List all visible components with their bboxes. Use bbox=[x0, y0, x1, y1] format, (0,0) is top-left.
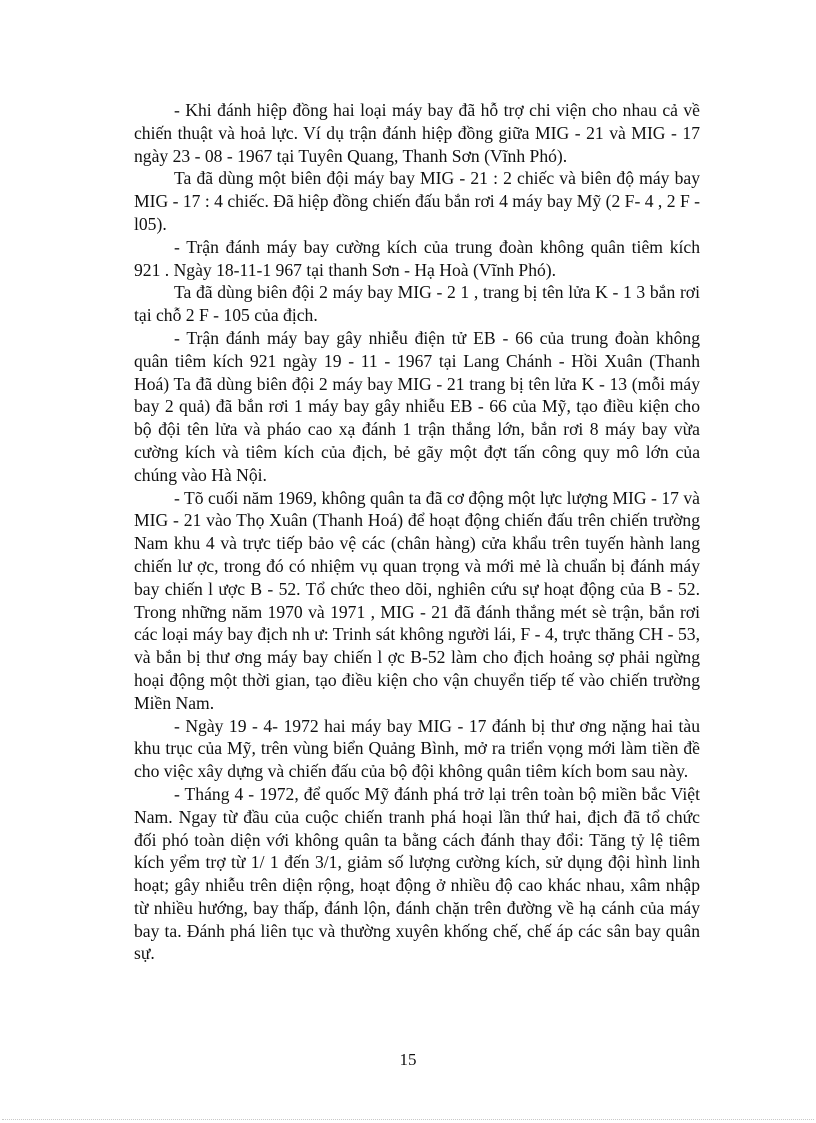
paragraph-2: Ta đã dùng một biên đội máy bay MIG - 21 : 2 chiếc và biên độ máy bay MIG - 17 : 4 chiếc. Đã hiệp đồng chiến đấu bắn rơi 4 máy bay Mỹ (2 F- 4 , 2 F - l05). bbox=[134, 168, 700, 234]
paragraph-6: - Tõ cuối năm 1969, không quân ta đã cơ động một lực lượng MIG - 17 và MIG - 21 vào Thọ Xuân (Thanh Hoá) để hoạt động chiến đấu trên chiến trường Nam khu 4 và trực tiếp bảo vệ các (chân hàng) cửa khẩu trên tuyến hành lang chiến lư ợc, trong đó có nhiệm vụ quan trọng và mới mẻ là chuẩn bị đánh máy bay chiến l ược B - 52. Tổ chức theo dõi, nghiên cứu sự hoạt động của B - 52. Trong những năm 1970 và 1971 , MIG - 21 đã đánh thắng mét sè trận, bắn rơi các loại máy bay địch nh ư: Trinh sát không người lái, F - 4, trực thăng CH - 53, và bắn bị thư ơng máy bay chiến l ợc B-52 làm cho địch hoảng sợ phải ngừng hoại động một thời gian, tạo điều kiện cho vận chuyển tiếp tế vào chiến trường Miền Nam. bbox=[134, 487, 700, 713]
paragraph-3: - Trận đánh máy bay cường kích của trung đoàn không quân tiêm kích 921 . Ngày 18-11-1 967 tại thanh Sơn - Hạ Hoà (Vĩnh Phó). bbox=[134, 236, 700, 280]
paragraph-5: - Trận đánh máy bay gây nhiễu điện tử EB - 66 của trung đoàn không quân tiêm kích 921 ngày 19 - 11 - 1967 tại Lang Chánh - Hồi Xuân (Thanh Hoá) Ta đã dùng biên đội 2 máy bay MIG - 21 trang bị tên lửa K - 13 (mỗi máy bay 2 quả) đã bắn rơi 1 máy bay gây nhiễu EB - 66 của Mỹ, tạo điều kiện cho bộ đội tên lửa và pháo cao xạ đánh 1 trận thắng lớn, bắn rơi 8 máy bay vừa cường kích và tiêm kích của địch, bẻ gãy một đợt tấn công quy mô lớn của chúng vào Hà Nội. bbox=[134, 327, 700, 485]
footer-divider bbox=[2, 1119, 814, 1120]
paragraph-8: - Tháng 4 - 1972, để quốc Mỹ đánh phá trở lại trên toàn bộ miền bắc Việt Nam. Ngay từ đầu của cuộc chiến tranh phá hoại lần thứ hai, địch đã tổ chức đối phó toàn diện với không quân ta bằng cách đánh thay đổi: Tăng tỷ lệ tiêm kích yểm trợ từ 1/ 1 đến 3/1, giảm số lượng cường kích, sử dụng đội hình linh hoạt; gây nhiễu trên diện rộng, hoạt động ở nhiều độ cao khác nhau, xâm nhập từ nhiều hướng, bay thấp, đánh lộn, đánh chặn trên đường về hạ cánh của máy bay ta. Đánh phá liên tục và thường xuyên khống chế, chế áp các sân bay quân sự. bbox=[134, 783, 700, 964]
paragraph-1: - Khi đánh hiệp đồng hai loại máy bay đã hỗ trợ chi viện cho nhau cả về chiến thuật và hoả lực. Ví dụ trận đánh hiệp đồng giữa MIG - 21 và MIG - 17 ngày 23 - 08 - 1967 tại Tuyên Quang, Thanh Sơn (Vĩnh Phó). bbox=[134, 100, 700, 166]
page-number: 15 bbox=[399, 1050, 417, 1069]
paragraph-7: - Ngày 19 - 4- 1972 hai máy bay MIG - 17 đánh bị thư ơng nặng hai tàu khu trục của Mỹ, trên vùng biển Quảng Bình, mở ra triển vọng mới làm tiền đề cho việc xây dựng và chiến đấu của bộ đội không quân tiêm kích bom sau này. bbox=[134, 715, 700, 782]
body-text bbox=[134, 99, 700, 965]
paragraph-4: Ta đã dùng biên đội 2 máy bay MIG - 2 1 , trang bị tên lửa K - 1 3 bắn rơi tại chỗ 2 F - 105 của địch. bbox=[134, 282, 700, 326]
